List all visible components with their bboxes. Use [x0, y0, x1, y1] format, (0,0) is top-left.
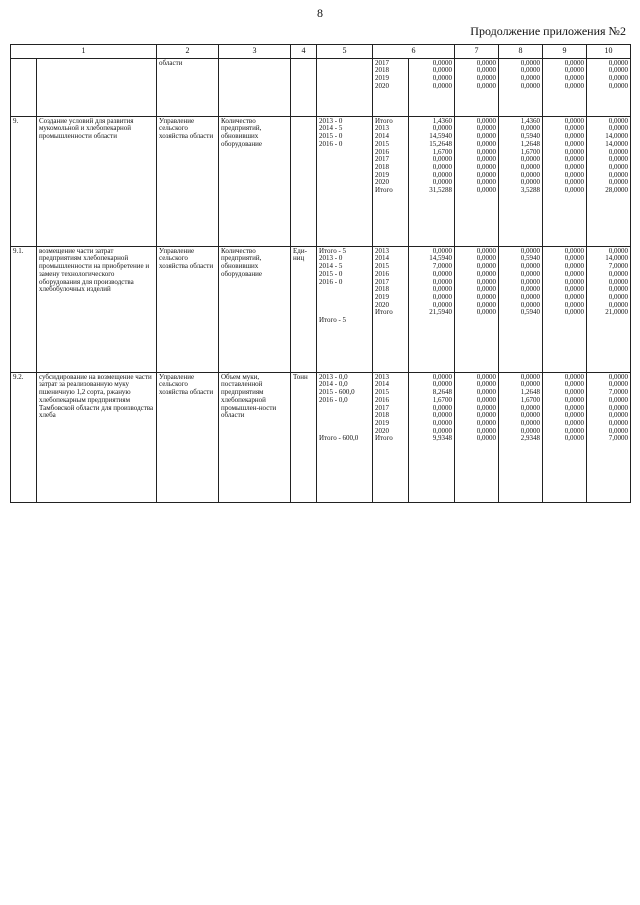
col7-values: 0,0000 0,0000 0,0000 0,0000 0,0000 0,0000 0,0000 0,0000 0,0000 [455, 246, 499, 372]
executor: области [157, 58, 219, 116]
header-cell: 4 [291, 45, 317, 59]
header-cell: 2 [157, 45, 219, 59]
unit [291, 58, 317, 116]
header-cell: 9 [543, 45, 587, 59]
header-cell: 6 [373, 45, 455, 59]
col10-values: 0,0000 0,0000 0,0000 0,0000 [587, 58, 631, 116]
col9-values: 0,0000 0,0000 0,0000 0,0000 0,0000 0,0000 0,0000 0,0000 0,0000 0,0000 [543, 116, 587, 246]
header-cell: 1 [11, 45, 157, 59]
activity-name: субсидирование на возмещение части затрат за реализованную муку пшеничную 1,2 сорта, ржаную хлебопекарным предприятиям Тамбовской области для производства хлеба [37, 372, 157, 502]
col6-values: 0,0000 14,5940 7,0000 0,0000 0,0000 0,0000 0,0000 0,0000 21,5940 [409, 246, 455, 372]
table-row [11, 246, 631, 372]
indicator: Объем муки, поставленной предприятиям хлебопекарной промышлен-ности области [219, 372, 291, 502]
header-cell: 5 [317, 45, 373, 59]
col7-values: 0,0000 0,0000 0,0000 0,0000 [455, 58, 499, 116]
page-number: 8 [317, 6, 323, 20]
col8-values: 0,0000 0,5940 0,0000 0,0000 0,0000 0,0000 0,0000 0,0000 0,5940 [499, 246, 543, 372]
row-number: 9.1. [11, 246, 37, 372]
row-number: 9.2. [11, 372, 37, 502]
col10-values: 0,0000 14,0000 7,0000 0,0000 0,0000 0,0000 0,0000 0,0000 21,0000 [587, 246, 631, 372]
years: 2017 2018 2019 2020 [373, 58, 409, 116]
header-cell: 7 [455, 45, 499, 59]
plan-values: 2013 - 0,0 2014 - 0,0 2015 - 600,0 2016 - 0,0 Итого - 600,0 [317, 372, 373, 502]
indicator: Количество предприятий, обновивших оборудование [219, 246, 291, 372]
row-number: 9. [11, 116, 37, 246]
col8-values: 1,4360 0,0000 0,5940 1,2648 1,6700 0,0000 0,0000 0,0000 0,0000 3,5288 [499, 116, 543, 246]
col9-values: 0,0000 0,0000 0,0000 0,0000 0,0000 0,0000 0,0000 0,0000 0,0000 [543, 372, 587, 502]
years: Итого 2013 2014 2015 2016 2017 2018 2019 2020 Итого [373, 116, 409, 246]
indicator: Количество предприятий, обновивших оборудование [219, 116, 291, 246]
unit: Еди- ниц [291, 246, 317, 372]
years: 2013 2014 2015 2016 2017 2018 2019 2020 Итого [373, 246, 409, 372]
plan-values: Итого - 5 2013 - 0 2014 - 5 2015 - 0 2016 - 0 Итого - 5 [317, 246, 373, 372]
col7-values: 0,0000 0,0000 0,0000 0,0000 0,0000 0,0000 0,0000 0,0000 0,0000 [455, 372, 499, 502]
header-cell: 10 [587, 45, 631, 59]
years: 2013 2014 2015 2016 2017 2018 2019 2020 Итого [373, 372, 409, 502]
activity-name [37, 58, 157, 116]
plan-values: 2013 - 0 2014 - 5 2015 - 0 2016 - 0 [317, 116, 373, 246]
col7-values: 0,0000 0,0000 0,0000 0,0000 0,0000 0,0000 0,0000 0,0000 0,0000 0,0000 [455, 116, 499, 246]
header-row [11, 45, 631, 59]
unit [291, 116, 317, 246]
table-row [11, 58, 631, 116]
executor: Управление сельского хозяйства области [157, 116, 219, 246]
activity-name: Создание условий для развития мукомольной и хлебопекарной промышленности области [37, 116, 157, 246]
program-table [10, 44, 631, 503]
activity-name: возмещение части затрат предприятиям хлебопекарной промышленности на приобретение и замену технологического оборудования для производства хлебобулочных изделий [37, 246, 157, 372]
col10-values: 0,0000 0,0000 14,0000 14,0000 0,0000 0,0000 0,0000 0,0000 0,0000 28,0000 [587, 116, 631, 246]
col8-values: 0,0000 0,0000 1,2648 1,6700 0,0000 0,0000 0,0000 0,0000 2,9348 [499, 372, 543, 502]
col9-values: 0,0000 0,0000 0,0000 0,0000 0,0000 0,0000 0,0000 0,0000 0,0000 [543, 246, 587, 372]
col6-values: 0,0000 0,0000 0,0000 0,0000 [409, 58, 455, 116]
executor: Управление сельского хозяйства области [157, 246, 219, 372]
unit: Тонн [291, 372, 317, 502]
executor: Управление сельского хозяйства области [157, 372, 219, 502]
header-cell: 3 [219, 45, 291, 59]
table-row [11, 116, 631, 246]
col8-values: 0,0000 0,0000 0,0000 0,0000 [499, 58, 543, 116]
row-number [11, 58, 37, 116]
col9-values: 0,0000 0,0000 0,0000 0,0000 [543, 58, 587, 116]
col6-values: 0,0000 0,0000 8,2648 1,6700 0,0000 0,0000 0,0000 0,0000 9,9348 [409, 372, 455, 502]
plan-values [317, 58, 373, 116]
col6-values: 1,4360 0,0000 14,5940 15,2648 1,6700 0,0000 0,0000 0,0000 0,0000 31,5288 [409, 116, 455, 246]
indicator [219, 58, 291, 116]
header-cell: 8 [499, 45, 543, 59]
table-row [11, 372, 631, 502]
appendix-title: Продолжение приложения №2 [470, 24, 626, 38]
col10-values: 0,0000 0,0000 7,0000 0,0000 0,0000 0,0000 0,0000 0,0000 7,0000 [587, 372, 631, 502]
